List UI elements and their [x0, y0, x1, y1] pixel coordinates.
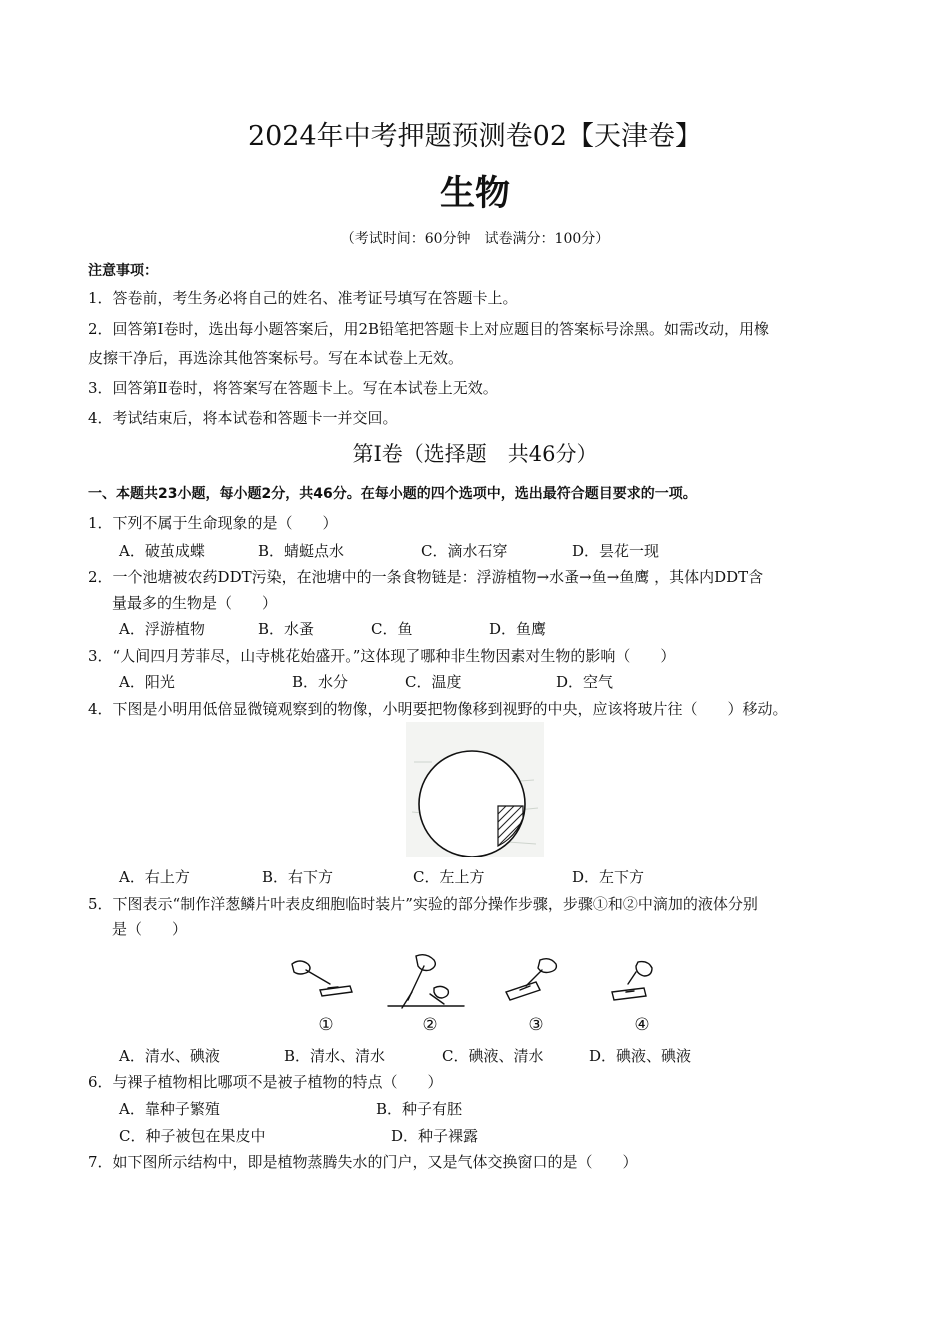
q3-option-c: C．温度: [405, 673, 462, 691]
q1-option-c: C．滴水石穿: [421, 542, 508, 560]
question-7-stem: 7．如下图所示结构中，即是植物蒸腾失水的门户，又是气体交换窗口的是（ ）: [88, 1153, 638, 1171]
question-2-stem-cont: 量最多的生物是（ ）: [112, 594, 278, 612]
q5-option-d: D．碘液、碘液: [589, 1047, 692, 1065]
q3-option-a: A．阳光: [119, 673, 175, 691]
question-5-stem-cont: 是（ ）: [112, 920, 188, 938]
step-label-3: ③: [528, 1015, 544, 1035]
q6-option-c: C．种子被包在果皮中: [119, 1127, 266, 1145]
q1-option-b: B．蜻蜓点水: [258, 542, 345, 560]
q2-option-b: B．水蚤: [258, 620, 315, 638]
q1-option-a: A．破茧成蝶: [119, 542, 205, 560]
q6-option-d: D．种子裸露: [391, 1127, 479, 1145]
q2-option-a: A．浮游植物: [119, 620, 205, 638]
q5-option-b: B．清水、清水: [284, 1047, 386, 1065]
q3-option-d: D．空气: [556, 673, 614, 691]
q6-option-a: A．靠种子繁殖: [119, 1100, 220, 1118]
q5-option-a: A．清水、碘液: [119, 1047, 220, 1065]
step-2-illustration: [388, 955, 464, 1008]
question-3-stem: 3．“人间四月芳菲尽，山寺桃花始盛开。”这体现了哪种非生物因素对生物的影响（ ）: [88, 647, 676, 665]
step-label-4: ④: [634, 1015, 650, 1035]
slide-preparation-figure: [284, 948, 664, 1038]
step-3-illustration: [506, 959, 556, 1000]
q4-option-c: C．左上方: [413, 868, 485, 886]
q1-option-d: D．昙花一现: [572, 542, 660, 560]
q6-option-b: B．种子有胚: [376, 1100, 463, 1118]
question-5-stem: 5．下图表示“制作洋葱鳞片叶表皮细胞临时装片”实验的部分操作步骤，步骤①和②中滴加的液体分别: [88, 895, 758, 913]
note-item: 1．答卷前，考生务必将自己的姓名、准考证号填写在答题卡上。: [88, 289, 518, 307]
exam-info: （考试时间：60分钟 试卷满分：100分）: [340, 231, 610, 247]
q5-option-c: C．碘液、清水: [442, 1047, 544, 1065]
note-item: 皮擦干净后，再选涂其他答案标号。写在本试卷上无效。: [88, 349, 464, 367]
subject-title: 生物: [439, 174, 510, 214]
question-6-stem: 6．与裸子植物相比哪项不是被子植物的特点（ ）: [88, 1073, 443, 1091]
q2-option-d: D．鱼鹰: [489, 620, 547, 638]
q4-option-b: B．右下方: [262, 868, 334, 886]
notes-heading: 注意事项：: [88, 263, 158, 279]
q3-option-b: B．水分: [292, 673, 349, 691]
step-4-illustration: [612, 962, 652, 1000]
page-title: 2024年中考押题预测卷02【天津卷】: [247, 121, 703, 152]
field-of-view-circle: [419, 751, 525, 857]
step-label-1: ①: [318, 1015, 334, 1035]
question-2-stem: 2．一个池塘被农药DDT污染，在池塘中的一条食物链是：浮游植物→水蚤→鱼→鱼鹰 ，其体内DDT含: [88, 568, 764, 586]
section-instructions: 一、本题共23小题，每小题2分，共46分。在每小题的四个选项中，选出最符合题目要求的一项。: [88, 486, 697, 502]
q4-option-d: D．左下方: [572, 868, 645, 886]
q2-option-c: C．鱼: [371, 620, 413, 638]
question-1-stem: 1．下列不属于生命现象的是（ ）: [88, 514, 338, 532]
q4-option-a: A．右上方: [119, 868, 190, 886]
note-item: 4．考试结束后，将本试卷和答题卡一并交回。: [88, 409, 398, 427]
microscope-field-figure: [406, 722, 544, 857]
section-heading: 第Ⅰ卷（选择题 共46分）: [352, 442, 598, 466]
note-item: 2．回答第Ⅰ卷时，选出每小题答案后，用2B铅笔把答题卡上对应题目的答案标号涂黑。如需改动，用橡: [88, 320, 770, 338]
step-label-2: ②: [422, 1015, 438, 1035]
note-item: 3．回答第Ⅱ卷时，将答案写在答题卡上。写在本试卷上无效。: [88, 379, 498, 397]
question-4-stem: 4．下图是小明用低倍显微镜观察到的物像，小明要把物像移到视野的中央，应该将玻片往（ ）移动。: [88, 700, 788, 718]
step-1-illustration: [292, 961, 352, 996]
